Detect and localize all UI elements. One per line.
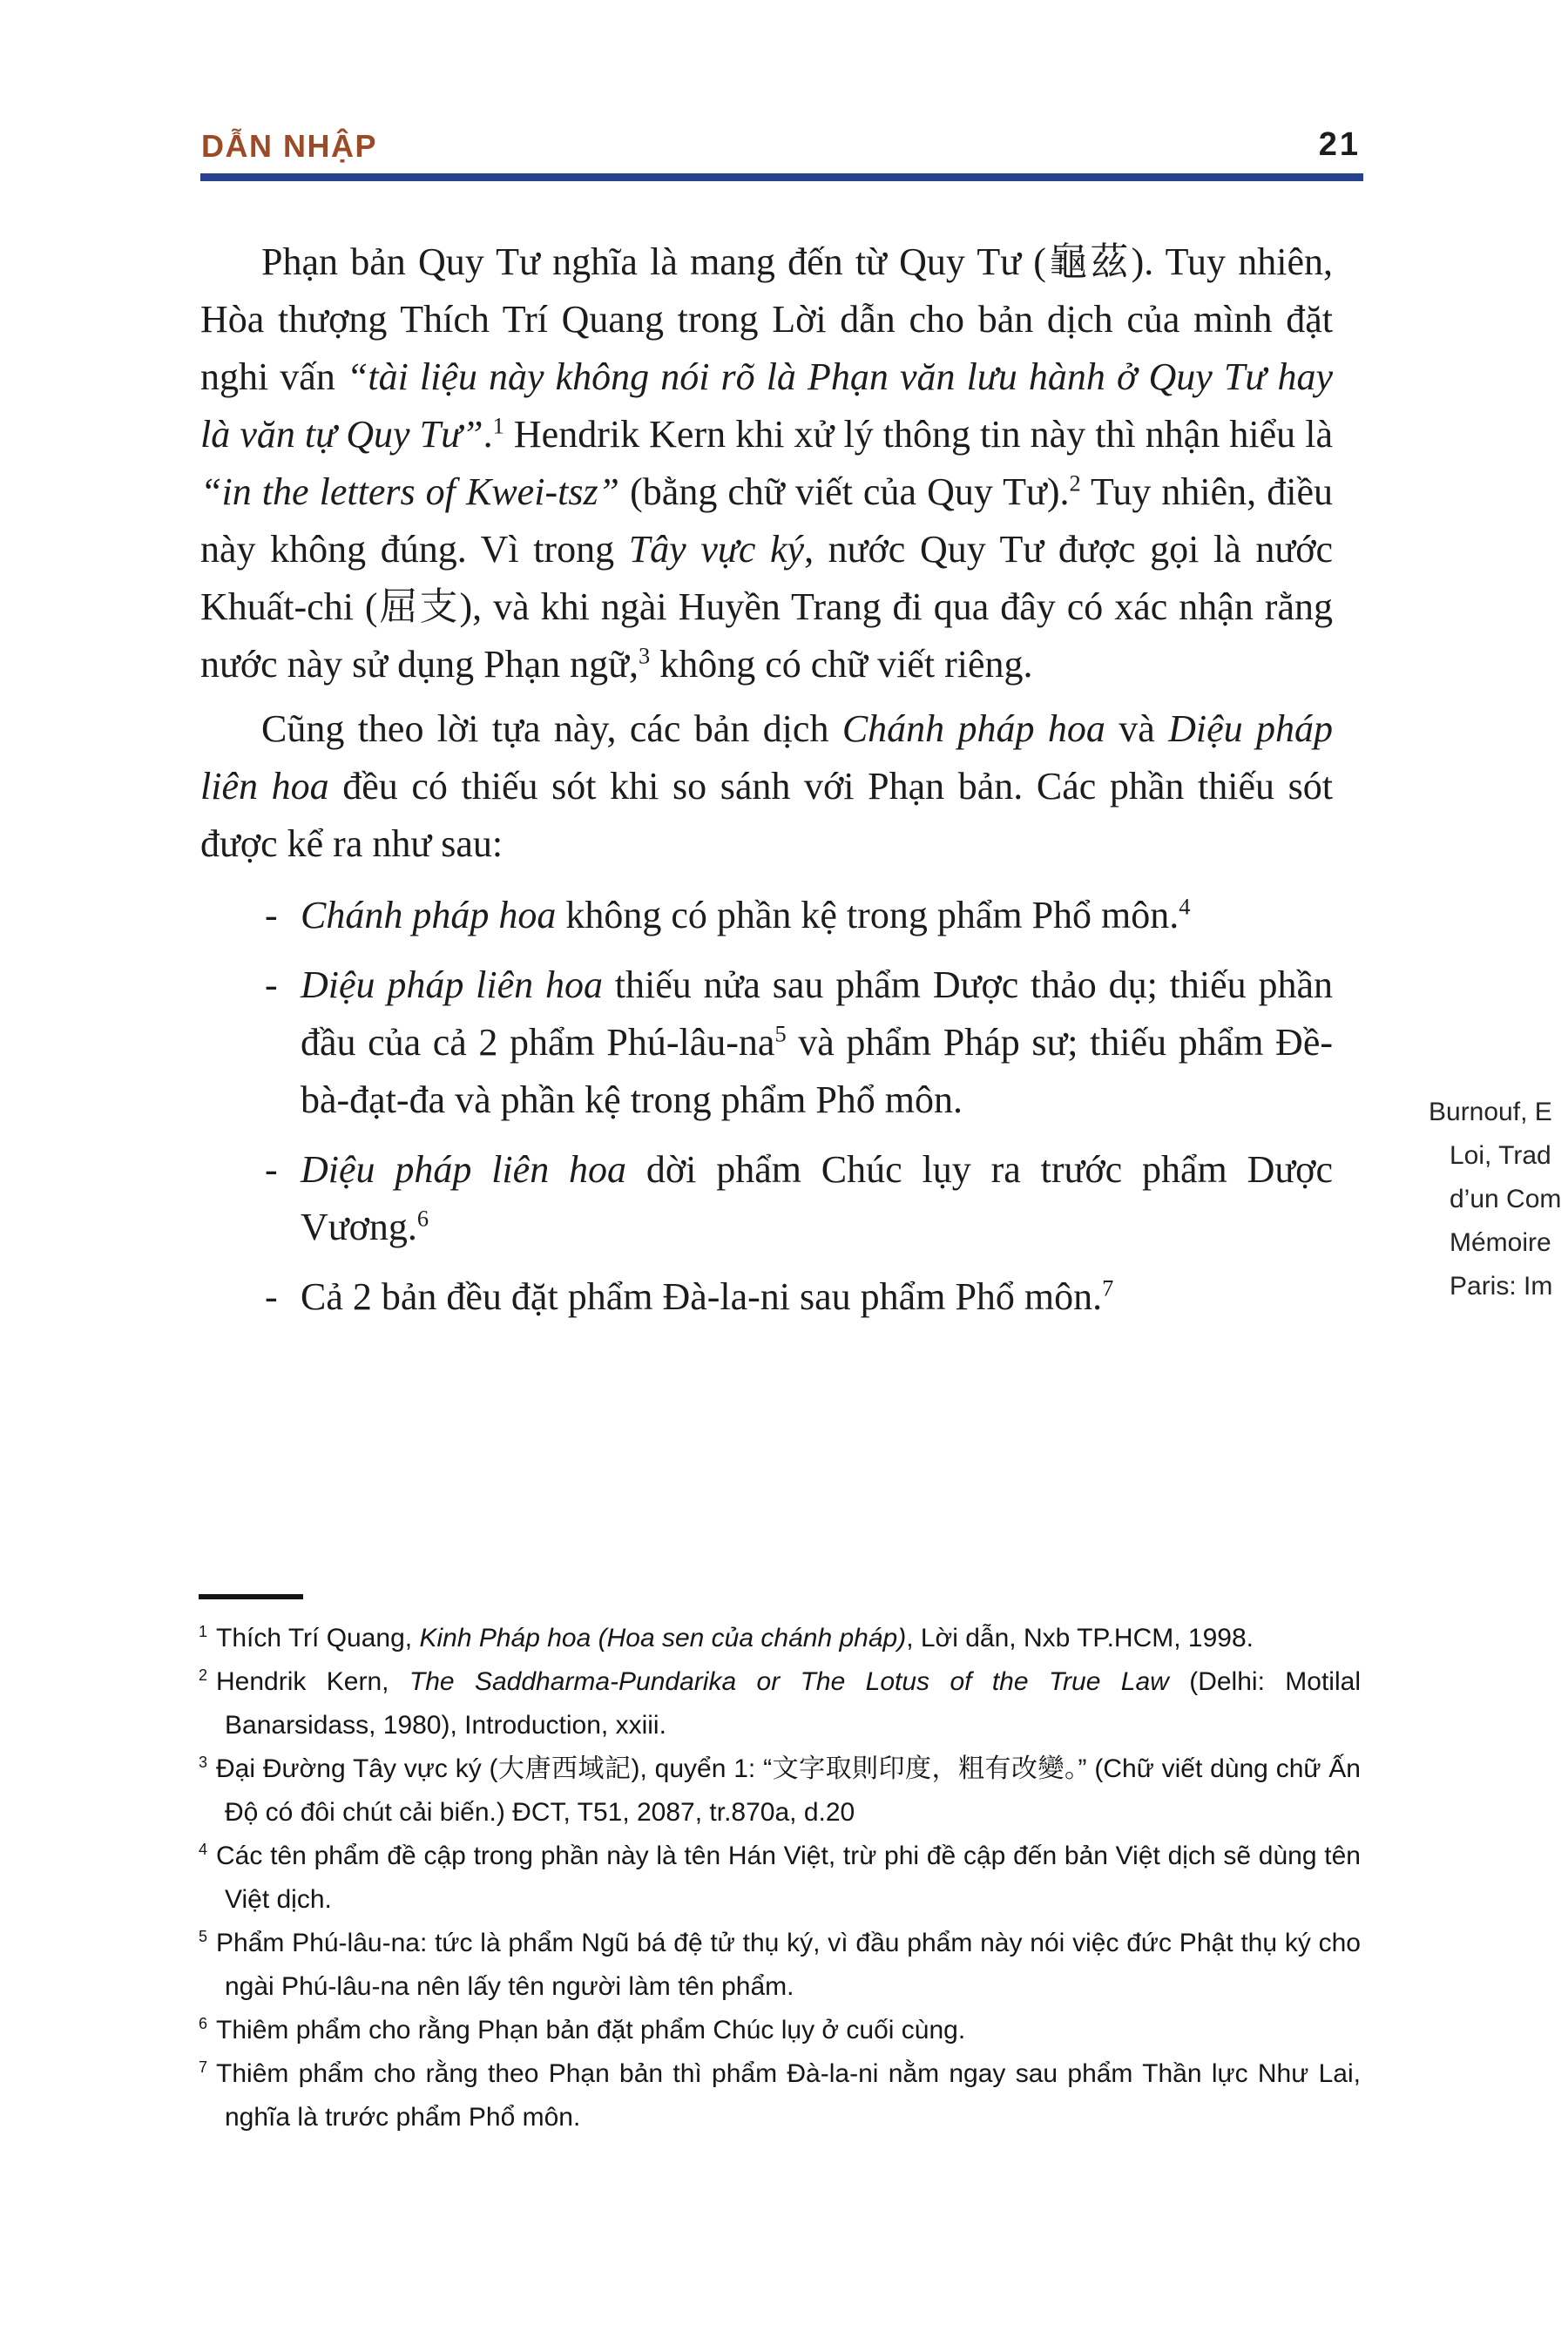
- footnote: [199, 1660, 1361, 1747]
- list-item: [200, 1268, 1333, 1326]
- footnote: [199, 2052, 1361, 2139]
- footnote-number: 7: [199, 2058, 208, 2076]
- list-item: [200, 956, 1333, 1129]
- margin-note-citation: [1429, 1091, 1568, 1308]
- footnote-text: Thiêm phẩm cho rằng theo Phạn bản thì phẩm Đà-la-ni nằm ngay sau phẩm Thần lực Như Lai, nghĩa là trước phẩm Phổ môn.: [216, 2059, 1361, 2132]
- bullet-list: [200, 887, 1333, 1326]
- list-item-text: Chánh pháp hoa không có phần kệ trong phẩm Phổ môn.$^4$: [301, 893, 1191, 936]
- margin-note-line: Paris: Im: [1450, 1272, 1553, 1301]
- paragraph-quy-tu: Phạn bản Quy Tư nghĩa là mang đến từ Quy Tư (龜茲). Tuy nhiên, Hòa thượng Thích Trí Quang trong Lời dẫn cho bản dịch của mình đặt nghi vấn “tài liệu này không nói rõ là Phạn văn lưu hành ở Quy Tư hay là văn tự Quy Tư”.$^1$ Hendrik Kern khi xử lý thông tin này thì nhận hiểu là “in the letters of Kwei-tsz” (bằng chữ viết của Quy Tư).$^2$ Tuy nhiên, điều này không đúng. Vì trong Tây vực ký, nước Quy Tư được gọi là nước Khuất-chi (屈支), và khi ngài Huyền Trang đi qua đây có xác nhận rằng nước này sử dụng Phạn ngữ,$^3$ không có chữ viết riêng.: [200, 240, 1334, 686]
- footnote-text: Hendrik Kern, The Saddharma-Pundarika or The Lotus of the True Law (Delhi: Motilal Banarsidass, 1980), Introduction, xxiii.: [216, 1667, 1361, 1740]
- footnote-text: Thích Trí Quang, Kinh Pháp hoa (Hoa sen của chánh pháp), Lời dẫn, Nxb TP.HCM, 1998.: [216, 1624, 1254, 1652]
- header-rule: [200, 173, 1363, 181]
- list-dash-marker: -: [265, 963, 278, 1006]
- list-dash-marker: -: [265, 1148, 278, 1191]
- body-text: [200, 233, 1333, 1326]
- margin-note-line: Loi, Trad: [1450, 1141, 1551, 1170]
- footnote-number: 1: [199, 1623, 208, 1640]
- list-item-text: Diệu pháp liên hoa dời phẩm Chúc lụy ra trước phẩm Dược Vương.$^6$: [301, 1148, 1333, 1248]
- margin-note-line: Burnouf, E: [1429, 1098, 1552, 1126]
- footnote-number: 3: [199, 1754, 208, 1771]
- footnote-number: 2: [199, 1666, 208, 1684]
- margin-note-line: d’un Com: [1450, 1185, 1562, 1213]
- footnote-text: Đại Đường Tây vực ký (大唐西域記), quyển 1: “文字取則印度，粗有改變。” (Chữ viết dùng chữ Ấn Độ có đôi chút cải biến.) ĐCT, T51, 2087, tr.870a, d.20: [216, 1754, 1361, 1827]
- footnote-text: Thiêm phẩm cho rằng Phạn bản đặt phẩm Chúc lụy ở cuối cùng.: [216, 2016, 966, 2044]
- list-dash-marker: -: [265, 894, 278, 936]
- footnote: [199, 1617, 1361, 1660]
- footnote-text: Phẩm Phú-lâu-na: tức là phẩm Ngũ bá đệ tử thụ ký, vì đầu phẩm này nói việc đức Phật thụ ký cho ngài Phú-lâu-na nên lấy tên người làm tên phẩm.: [216, 1929, 1361, 2001]
- list-item-text: Diệu pháp liên hoa thiếu nửa sau phẩm Dược thảo dụ; thiếu phần đầu của cả 2 phẩm Phú-$lâu-na^5$ và phẩm Pháp sư; thiếu phẩm Đề-bà-đạt-đa và phần kệ trong phẩm Phổ môn.: [301, 963, 1333, 1121]
- paragraph-thieu-sot: Cũng theo lời tựa này, các bản dịch Chánh pháp hoa và Diệu pháp liên hoa đều có thiếu sót khi so sánh với Phạn bản. Các phần thiếu sót được kể ra như sau:: [200, 707, 1334, 865]
- running-header-title: DẪN NHẬP: [201, 128, 378, 164]
- footnote: [199, 1747, 1361, 1835]
- footnote-number: 5: [199, 1928, 208, 1945]
- footnote: [199, 2009, 1361, 2052]
- list-item: [200, 1141, 1333, 1256]
- footnotes: [199, 1617, 1361, 2139]
- list-item-text: Cả 2 bản đều đặt phẩm Đà-la-ni sau phẩm Phổ môn.$^7$: [301, 1274, 1114, 1318]
- list-item: [200, 887, 1333, 944]
- page-number: 21: [1318, 126, 1361, 163]
- footnote-separator: [199, 1594, 303, 1599]
- footnote: [199, 1835, 1361, 1922]
- margin-note-line: Mémoire: [1450, 1228, 1551, 1257]
- footnote-number: 6: [199, 2015, 208, 2032]
- list-dash-marker: -: [265, 1275, 278, 1318]
- footnote-number: 4: [199, 1841, 208, 1858]
- footnote-text: Các tên phẩm đề cập trong phần này là tên Hán Việt, trừ phi đề cập đến bản Việt dịch sẽ dùng tên Việt dịch.: [216, 1842, 1361, 1914]
- footnote: [199, 1922, 1361, 2009]
